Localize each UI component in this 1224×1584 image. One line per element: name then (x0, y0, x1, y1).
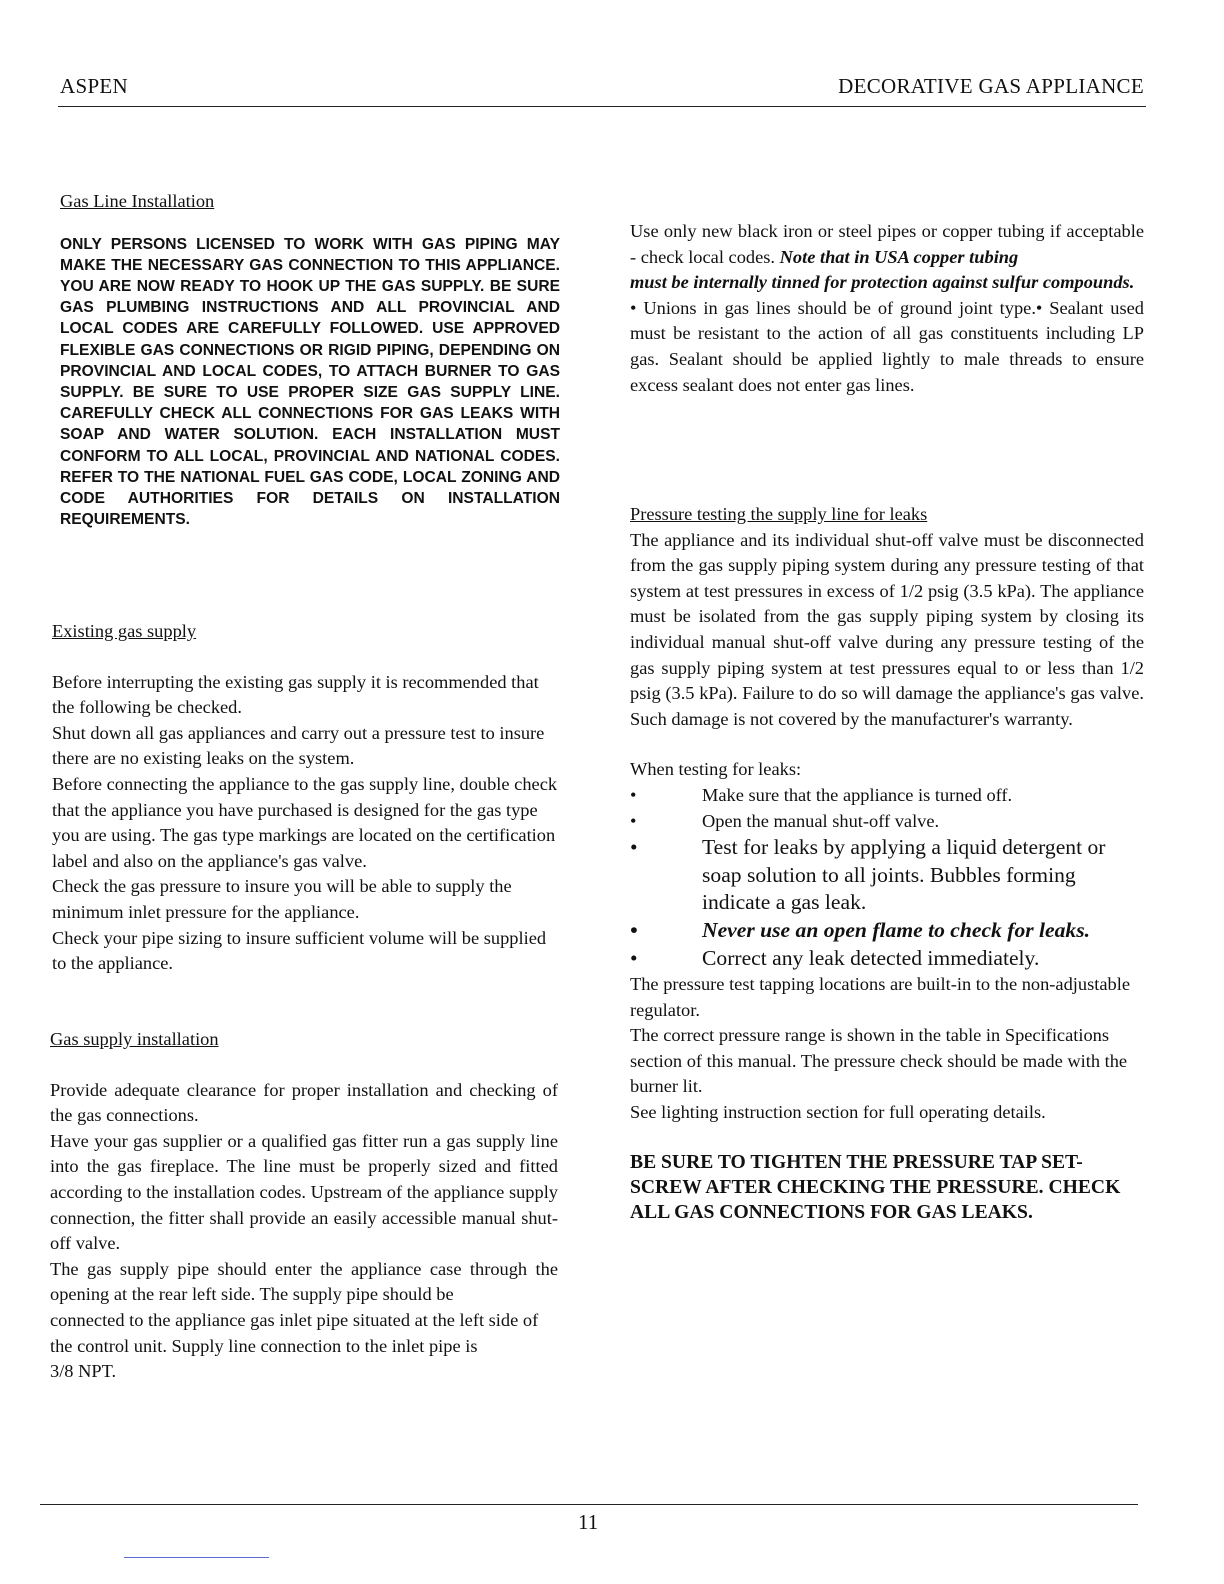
existing-gas-supply-p5: Check your pipe sizing to insure sufficient volume will be supplied to the appliance. (52, 927, 547, 974)
existing-gas-supply-p2: Shut down all gas appliances and carry out a pressure test to insure there are no existing leaks on the system. (52, 722, 545, 769)
list-item: • Correct any leak detected immediately. (630, 945, 1144, 973)
existing-gas-supply-p3: Before connecting the appliance to the gas supply line, double check that the appliance you have purchased is designed for the gas type you are using. The gas type markings are located on the certification label and also on the appliance's gas valve. (52, 773, 558, 871)
pressure-testing-p2: The pressure test tapping locations are built-in to the non-adjustable regulator. (630, 974, 1130, 1020)
header-divider (58, 106, 1146, 107)
gas-supply-installation-p4: connected to the appliance gas inlet pipe situated at the left side of the control unit. Supply line connection to the inlet pipe is (50, 1309, 539, 1356)
gas-line-installation-section (60, 189, 560, 530)
list-item: • Never use an open flame to check for leaks. (630, 917, 1144, 945)
footer-divider (40, 1504, 1138, 1505)
existing-gas-supply-p1: Before interrupting the existing gas supply it is recommended that the following be checked. (52, 671, 539, 718)
footer-mark (124, 1557, 269, 1558)
gas-supply-installation-p2: Have your gas supplier or a qualified gas fitter run a gas supply line into the gas fireplace. The line must be properly sized and fitted according to the installation codes. Upstream of the appliance supply connection, the fitter shall provide an easily accessible manual shut-off valve. (50, 1130, 558, 1254)
pressure-testing-title: Pressure testing the supply line for leaks (630, 504, 928, 524)
licensing-warning-text: ONLY PERSONS LICENSED TO WORK WITH GAS PIPING MAY MAKE THE NECESSARY GAS CONNECTION TO THIS APPLIANCE. YOU ARE NOW READY TO HOOK UP THE GAS SUPPLY. BE SURE GAS PLUMBING INSTRUCTIONS AND ALL PROVINCIAL AND LOCAL CODES ARE CAREFULLY FOLLOWED. USE APPROVED FLEXIBLE GAS CONNECTIONS OR RIGID PIPING, DEPENDING ON PROVINCIAL AND LOCAL CODES, TO ATTACH BURNER TO GAS SUPPLY. BE SURE TO USE PROPER SIZE GAS SUPPLY LINE. CAREFULLY CHECK ALL CONNECTIONS FOR GAS LEAKS WITH SOAP AND WATER SOLUTION. EACH INSTALLATION MUST CONFORM TO ALL LOCAL, PROVINCIAL AND NATIONAL CODES. REFER TO THE NATIONAL FUEL GAS CODE, LOCAL ZONING AND CODE AUTHORITIES FOR DETAILS ON INSTALLATION REQUIREMENTS. (60, 235, 560, 529)
pressure-testing-section (630, 502, 1144, 1226)
gas-supply-installation-section (50, 1027, 558, 1385)
leak-test-list (630, 783, 1144, 972)
pressure-testing-p4: See lighting instruction section for full operating details. (630, 1102, 1046, 1123)
pipe-materials-intro: Use only new black iron or steel pipes or copper tubing if acceptable - check local codes. (630, 221, 1144, 267)
list-item: • Make sure that the appliance is turned off. (630, 783, 1144, 809)
gas-line-installation-title: Gas Line Installation (60, 191, 215, 211)
page-number: 11 (578, 1510, 599, 1534)
pressure-testing-p1: The appliance and its individual shut-off valve must be disconnected from the gas supply piping system during any pressure testing of that system at test pressures in excess of 1/2 psig (3.5 kPa). The appliance must be isolated from the gas supply piping system by closing its individual manual shut-off valve during any pressure testing of the gas supply piping system at test pressures equal to or less than 1/2 psig (3.5 kPa). Failure to do so will damage the appliance's gas valve. Such damage is not covered by the manufacturer's warranty. (630, 529, 1144, 729)
gas-supply-installation-p3: The gas supply pipe should enter the appliance case through the opening at the rear left side. The supply pipe should be (50, 1258, 558, 1305)
header-title: DECORATIVE GAS APPLIANCE (838, 74, 1144, 98)
existing-gas-supply-title: Existing gas supply (52, 621, 197, 641)
existing-gas-supply-section (52, 619, 560, 977)
list-item: • Open the manual shut-off valve. (630, 809, 1144, 835)
copper-tubing-note-a: Note that in USA copper tubing (779, 246, 1019, 267)
tighten-set-screw-warning: BE SURE TO TIGHTEN THE PRESSURE TAP SET-SCREW AFTER CHECKING THE PRESSURE. CHECK ALL GAS CONNECTIONS FOR GAS LEAKS. (630, 1151, 1121, 1224)
gas-supply-installation-p5: 3/8 NPT. (50, 1361, 117, 1382)
pipe-materials-text (630, 219, 1144, 270)
header-brand: ASPEN (60, 74, 129, 98)
gas-supply-installation-title: Gas supply installation (50, 1029, 219, 1049)
unions-sealant-text: • Unions in gas lines should be of ground joint type.• Sealant used must be resistant to the action of all gas constituents including LP gas. Sealant should be applied lightly to male threads to ensure excess sealant does not enter gas lines. (630, 297, 1144, 395)
list-item: • Test for leaks by applying a liquid detergent or soap solution to all joints. Bubbles forming indicate a gas leak. (630, 834, 1144, 917)
copper-tubing-note-b: must be internally tinned for protection against sulfur compounds. (630, 272, 1135, 293)
existing-gas-supply-p4: Check the gas pressure to insure you will be able to supply the minimum inlet pressure for the appliance. (52, 876, 512, 922)
gas-supply-installation-p1: Provide adequate clearance for proper installation and checking of the gas connections. (50, 1079, 558, 1126)
pipe-materials-section (630, 219, 1144, 398)
when-testing-label: When testing for leaks: (630, 759, 802, 780)
pressure-testing-p3: The correct pressure range is shown in the table in Specifications section of this manual. The pressure check should be made with the burner lit. (630, 1025, 1128, 1097)
